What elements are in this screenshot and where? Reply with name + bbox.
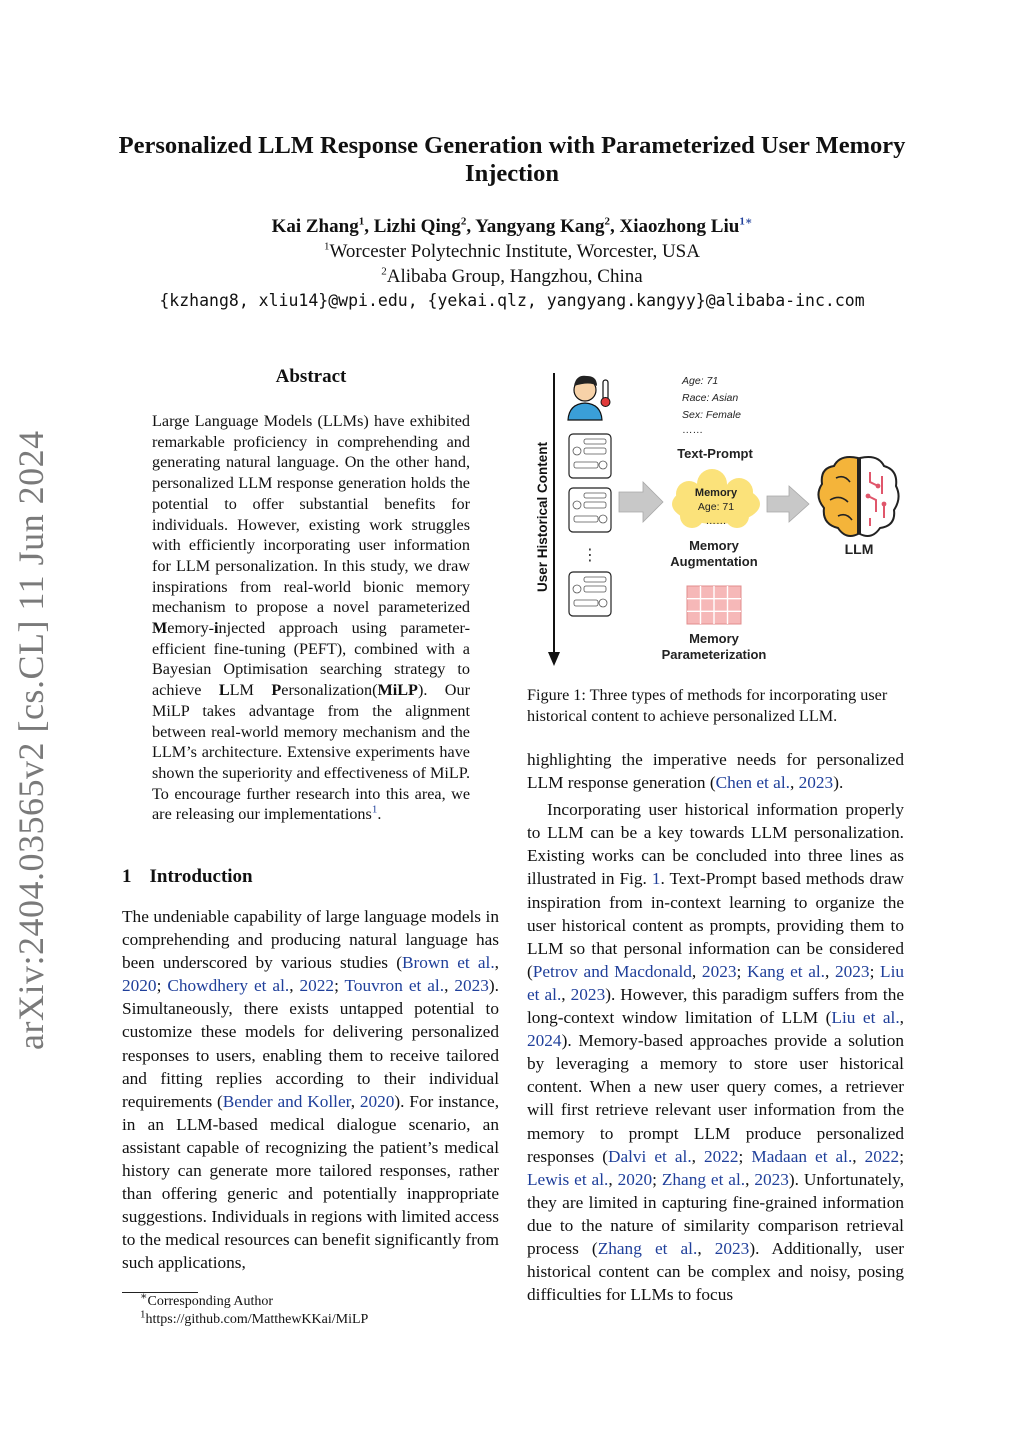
body-text: Incorporating user historical information properly to LLM can be a key towards LLM personalization. Existing works can be concluded into three lines as illustrated in Fig. bbox=[527, 800, 904, 889]
brain-icon bbox=[818, 457, 898, 536]
intro-right-paragraph bbox=[527, 798, 904, 1306]
author-mark: 2 bbox=[460, 215, 467, 228]
affiliation-1 bbox=[80, 241, 944, 263]
abstract-bold: M bbox=[152, 619, 168, 638]
footnote-corresponding bbox=[140, 1290, 274, 1310]
citation-link[interactable]: 2022 bbox=[864, 1146, 900, 1166]
citation-link[interactable]: Petrov and Macdonald bbox=[532, 961, 692, 981]
citation-link[interactable]: 2023 bbox=[714, 1238, 750, 1258]
body-text: ). Memory-based approaches provide a solution by leveraging a memory to store user historical content. When a new user query comes, a retriever will first retrieve relevant user information from the memory to prompt LLM produce personalized responses ( bbox=[527, 1031, 904, 1166]
citation-link[interactable]: Liu et al. bbox=[831, 1008, 900, 1028]
parameter-grid-icon bbox=[687, 586, 741, 624]
citation-link[interactable]: Brown et al. bbox=[401, 953, 495, 973]
citation-link[interactable]: 2022 bbox=[703, 1146, 739, 1166]
citation-link[interactable]: 2023 bbox=[570, 984, 606, 1004]
memory-parameterization-label: Memory bbox=[689, 631, 739, 646]
body-text: , bbox=[691, 961, 702, 981]
body-text: , bbox=[289, 976, 300, 996]
body-text: , bbox=[350, 1091, 360, 1111]
citation-link[interactable]: Liu et al. bbox=[527, 961, 905, 1004]
citation-link[interactable]: 1 bbox=[651, 869, 661, 889]
body-text: highlighting the imperative needs for personalized LLM response generation ( bbox=[527, 750, 904, 793]
body-text: , bbox=[825, 961, 835, 981]
citation-link[interactable]: 2024 bbox=[527, 1031, 562, 1051]
citation-link[interactable]: 2023 bbox=[701, 961, 737, 981]
citation-link[interactable]: 2023 bbox=[835, 961, 870, 981]
body-text: ; bbox=[899, 1146, 904, 1166]
section-number: 1 bbox=[122, 866, 132, 887]
intro-right-column bbox=[527, 748, 904, 1306]
author-mark: 1∗ bbox=[739, 215, 753, 228]
author-emails: {kzhang8, xliu14}@wpi.edu, {yekai.qlz, yangyang.kangyy}@alibaba-inc.com bbox=[159, 291, 865, 310]
body-text: , bbox=[697, 1238, 715, 1258]
citation-link[interactable]: Bender and Koller bbox=[222, 1091, 351, 1111]
abstract-bold: MiLP bbox=[377, 681, 418, 700]
title-line-2: Injection bbox=[465, 160, 559, 187]
paper-title bbox=[80, 132, 944, 188]
arrow-right-icon bbox=[619, 482, 663, 522]
history-record-card bbox=[569, 488, 611, 532]
body-text: ; bbox=[652, 1169, 662, 1189]
ellipsis-dots: ⋮ bbox=[582, 547, 598, 564]
profile-line: Age: 71 bbox=[682, 375, 719, 387]
memory-cloud-line: …… bbox=[705, 515, 727, 527]
abstract-text: LM bbox=[229, 681, 272, 700]
abstract-bold: i bbox=[214, 619, 219, 638]
section-title: Introduction bbox=[149, 866, 253, 887]
abstract-text: ). Our MiLP takes advantage from the alignment between real-world memory mechanism and the LLM’s architecture. Extensive experiments have shown the superiority and effectiveness of MiLP. To encourage further research into this area, we are releasing our implementations bbox=[152, 681, 470, 824]
body-text: ). Additionally, user historical content can be complex and noisy, posing difficulties for LLMs to focus bbox=[527, 1238, 904, 1305]
affiliation-mark: 1 bbox=[324, 240, 330, 253]
body-text: . Text-Prompt based methods draw inspiration from in-context learning to organize the user historical content as prompts, providing them to LLM so that personal information can be considered ( bbox=[527, 869, 904, 981]
affiliation-text: Alibaba Group, Hangzhou, China bbox=[386, 266, 643, 287]
body-text: , bbox=[691, 1146, 704, 1166]
section-heading-introduction bbox=[122, 866, 253, 888]
citation-link[interactable]: 2023 bbox=[798, 773, 834, 793]
abstract-text: njected approach using parameter-efficient fine-tuning (PEFT), combined with a Bayesian Optimisation searching strategy to achieve bbox=[152, 619, 470, 700]
citation-link[interactable]: 2020 bbox=[617, 1169, 653, 1189]
citation-link[interactable]: 2022 bbox=[299, 976, 335, 996]
body-text: ). bbox=[833, 773, 844, 793]
memory-augmentation-label: Augmentation bbox=[670, 554, 758, 569]
affiliation-text: Worcester Polytechnic Institute, Worcester, USA bbox=[329, 241, 700, 262]
footnote-url bbox=[140, 1308, 369, 1328]
footnote-ref[interactable]: 1 bbox=[371, 803, 378, 816]
footnote-mark: 1 bbox=[140, 1308, 146, 1321]
author-name: Yangyang Kang bbox=[475, 216, 605, 237]
profile-line: …… bbox=[682, 424, 703, 436]
footnote-text: Corresponding Author bbox=[147, 1294, 274, 1309]
abstract-body bbox=[152, 411, 470, 825]
profile-line: Sex: Female bbox=[682, 409, 741, 421]
memory-cloud-title: Memory bbox=[694, 487, 738, 499]
body-text: ). For instance, in an LLM-based medical dialogue scenario, an assistant capable of recognizing the patient’s medical history can generate more tailored responses, rather than offering generic and potentially inappropriate suggestions. Individuals in regions with limited access to the medical resources can benefit significantly from such applications, bbox=[122, 1091, 500, 1273]
body-text: , bbox=[444, 976, 455, 996]
citation-link[interactable]: Kang et al. bbox=[746, 961, 825, 981]
author-name: Xiaozhong Liu bbox=[619, 216, 740, 237]
intro-right-paragraph bbox=[527, 748, 904, 794]
citation-link[interactable]: Touvron et al. bbox=[344, 976, 445, 996]
abstract-text: Large Language Models (LLMs) have exhibited remarkable proficiency in comprehending and generating natural language. On the other hand, personalized LLM response generation holds the potential to offer substantial benefits for individuals. However, existing work struggles with efficiently incorporating user information for LLM personalization. In this study, we draw inspirations from real-world bionic memory mechanism to propose a novel parameterized bbox=[152, 412, 470, 617]
citation-link[interactable]: 2023 bbox=[754, 1169, 789, 1189]
body-text: , bbox=[745, 1169, 755, 1189]
profile-line: Race: Asian bbox=[682, 392, 739, 404]
body-text: ; bbox=[156, 976, 168, 996]
title-line-1: Personalized LLM Response Generation with Parameterized User Memory bbox=[118, 132, 906, 159]
figure-caption: Figure 1: Three types of methods for incorporating user historical content to achieve personalized LLM. bbox=[527, 686, 888, 725]
affiliation-2 bbox=[80, 266, 944, 288]
axis-label: User Historical Content bbox=[535, 441, 550, 592]
history-record-card bbox=[569, 572, 611, 616]
body-text: ). However, this paradigm suffers from the long-context window limitation of LLM ( bbox=[527, 984, 905, 1028]
history-record-card bbox=[569, 434, 611, 478]
patient-icon bbox=[568, 376, 610, 420]
body-text: ; bbox=[334, 976, 345, 996]
body-text: , bbox=[494, 953, 499, 973]
citation-link[interactable]: 2020 bbox=[359, 1091, 395, 1111]
abstract-bold: P bbox=[271, 681, 282, 700]
citation-link[interactable]: Dalvi et al. bbox=[607, 1146, 692, 1166]
body-text: ). Simultaneously, there exists untapped potential to customize these models for delivering personalized responses to users, enabling them to receive tailored and fitting replies according to their individual requirements ( bbox=[122, 976, 499, 1111]
arrow-right-icon bbox=[767, 486, 809, 522]
author-list: Kai Zhang$^1$, Lizhi Qing$^2$, Yangyang Kang$^2$, Xiaozhong Liu$^{1∗}$ bbox=[271, 215, 753, 237]
citation-link[interactable]: Madaan et al. bbox=[751, 1146, 853, 1166]
abstract-heading: Abstract bbox=[275, 366, 347, 387]
abstract-text: ersonalization( bbox=[281, 681, 378, 700]
body-text: ). Unfortunately, they are limited in capturing fine-grained information due to the nature of similarity comparison retrieval process ( bbox=[527, 1169, 905, 1258]
footnote-mark: ∗ bbox=[140, 1290, 148, 1303]
citation-link[interactable]: Lewis et al. bbox=[527, 1169, 609, 1189]
arxiv-side-label: arXiv:2404.03565v2 [cs.CL] 11 Jun 2024 bbox=[11, 430, 51, 1050]
abstract-text: . bbox=[377, 805, 382, 824]
footnote-divider bbox=[122, 1292, 198, 1293]
body-text: , bbox=[608, 1169, 618, 1189]
abstract-text: emory- bbox=[167, 619, 215, 638]
memory-parameterization-label: Parameterization bbox=[661, 647, 767, 662]
body-text: The undeniable capability of large language models in comprehending and producing natural language has been underscored by various studies ( bbox=[122, 907, 499, 973]
body-text: ; bbox=[869, 961, 881, 981]
citation-link[interactable]: Chen et al. bbox=[715, 773, 790, 793]
abstract-bold: L bbox=[218, 681, 230, 700]
author-mark: 1 bbox=[358, 215, 365, 228]
body-text: , bbox=[852, 1146, 865, 1166]
llm-label: LLM bbox=[844, 541, 874, 557]
body-text: ; bbox=[738, 1146, 752, 1166]
affiliation-mark: 2 bbox=[381, 265, 387, 278]
body-text: , bbox=[899, 1008, 904, 1028]
author-name: Kai Zhang bbox=[271, 216, 359, 237]
memory-cloud-line: Age: 71 bbox=[697, 501, 735, 513]
footnote-link[interactable]: https://github.com/MatthewKKai/MiLP bbox=[145, 1312, 369, 1327]
figure-1 bbox=[527, 370, 904, 670]
intro-left-paragraph bbox=[122, 905, 499, 1275]
memory-augmentation-label: Memory bbox=[689, 538, 739, 553]
body-text: ; bbox=[736, 961, 747, 981]
author-mark: 2 bbox=[604, 215, 610, 228]
body-text: , bbox=[789, 773, 799, 793]
citation-link[interactable]: 2020 bbox=[122, 976, 157, 996]
citation-link[interactable]: Chowdhery et al. bbox=[167, 976, 290, 996]
text-prompt-label: Text-Prompt bbox=[677, 446, 753, 461]
citation-link[interactable]: 2023 bbox=[454, 976, 489, 996]
author-name: Lizhi Qing bbox=[373, 216, 461, 237]
body-text: , bbox=[561, 984, 571, 1004]
citation-link[interactable]: Zhang et al. bbox=[661, 1169, 746, 1189]
citation-link[interactable]: Zhang et al. bbox=[597, 1238, 698, 1258]
